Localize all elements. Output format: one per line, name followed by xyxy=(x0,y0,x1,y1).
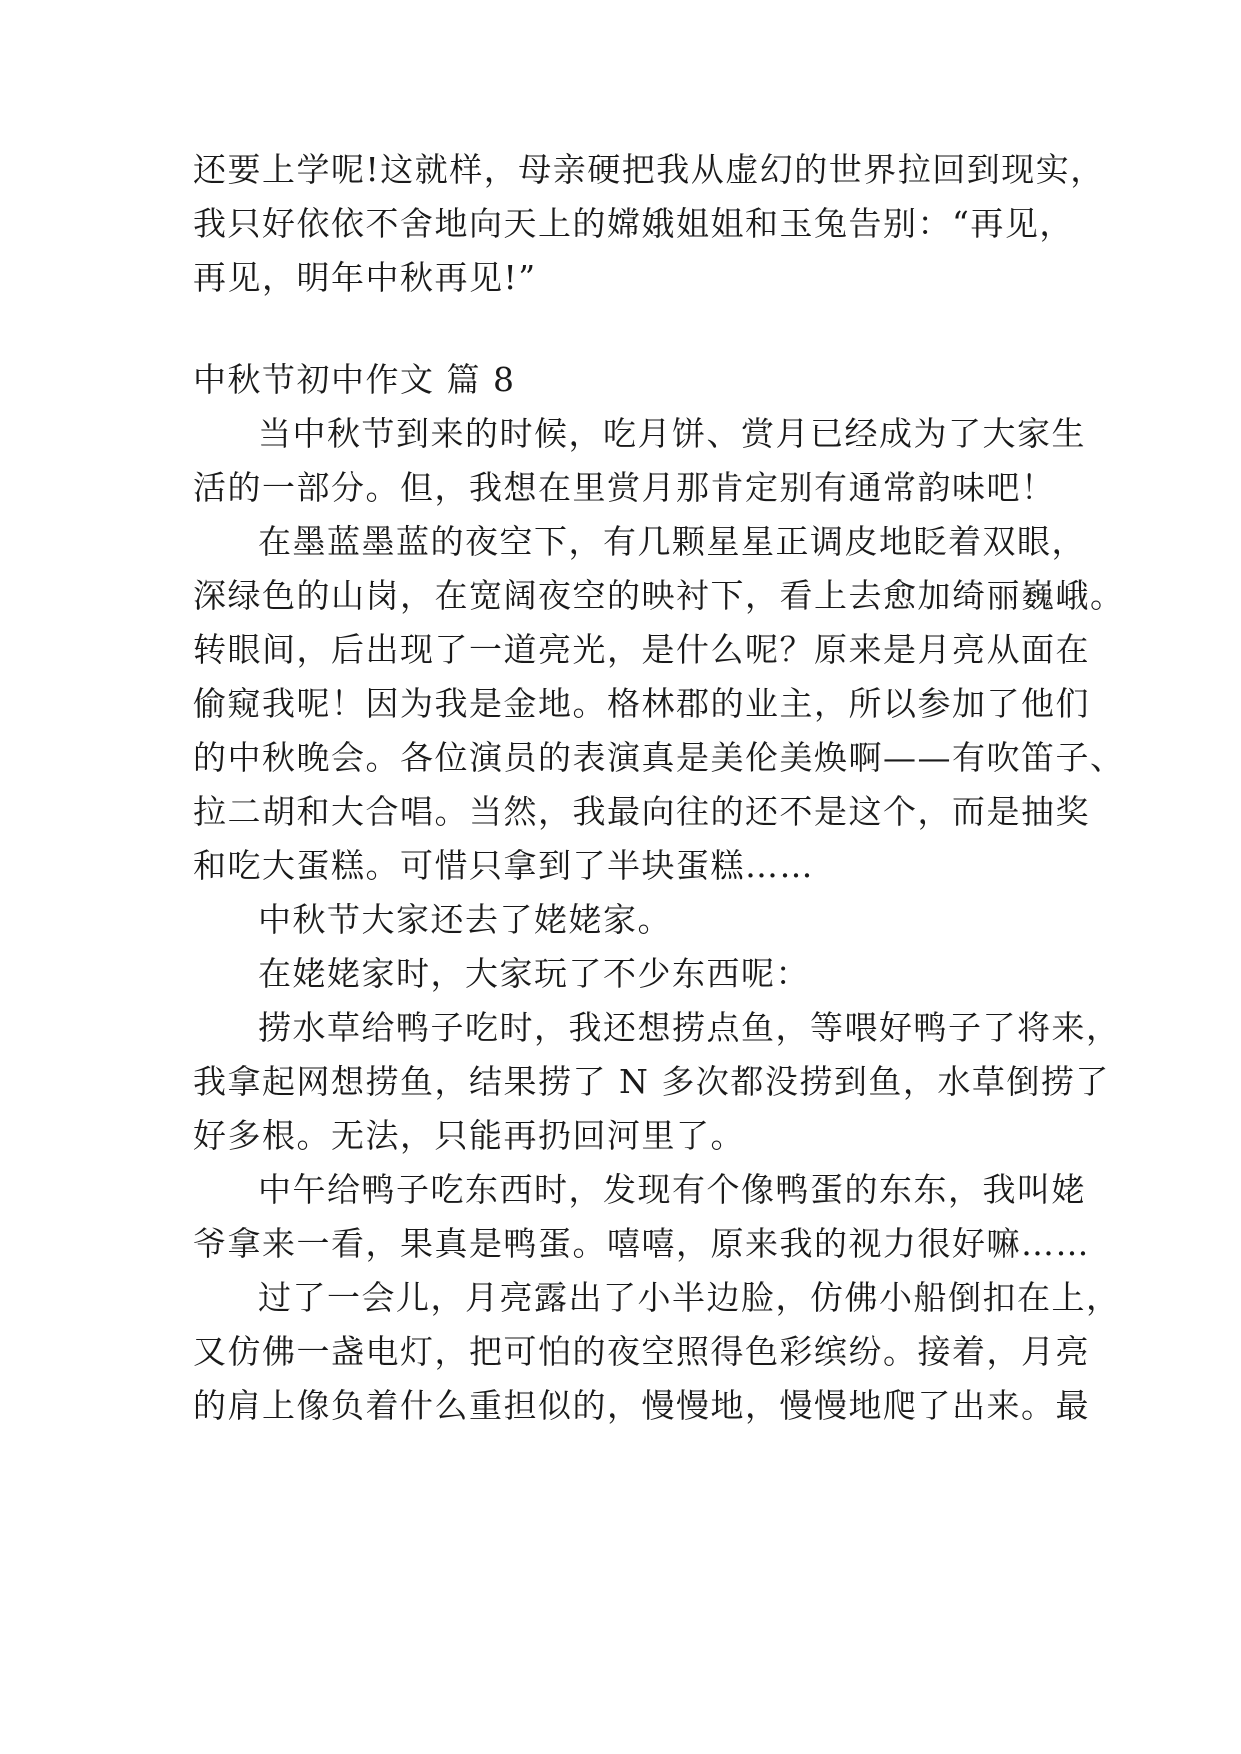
paragraph-line: 中秋节大家还去了姥姥家。 xyxy=(258,900,672,939)
paragraph-line: 好多根。无法，只能再扔回河里了。 xyxy=(193,1116,745,1155)
continuation-line: 还要上学呢!这就样，母亲硬把我从虚幻的世界拉回到现实， xyxy=(193,150,1105,189)
paragraph-line: 转眼间，后出现了一道亮光，是什么呢？原来是月亮从面在 xyxy=(193,630,1090,669)
paragraph-line: 活的一部分。但，我想在里赏月那肯定别有通常韵味吧！ xyxy=(193,468,1056,507)
section-heading: 中秋节初中作文 篇 8 xyxy=(193,360,516,399)
paragraph-line: 过了一会儿，月亮露出了小半边脸，仿佛小船倒扣在上， xyxy=(258,1278,1121,1317)
paragraph-line: 捞水草给鸭子吃时，我还想捞点鱼，等喂好鸭子了将来， xyxy=(258,1008,1121,1047)
continuation-line: 我只好依依不舍地向天上的嫦娥姐姐和玉兔告别：“再见， xyxy=(193,204,1074,243)
continuation-line: 再见，明年中秋再见!” xyxy=(193,258,537,297)
paragraph-line: 拉二胡和大合唱。当然，我最向往的还不是这个，而是抽奖 xyxy=(193,792,1090,831)
paragraph-line: 的中秋晚会。各位演员的表演真是美伦美焕啊——有吹笛子、 xyxy=(193,738,1125,777)
paragraph-line: 当中秋节到来的时候，吃月饼、赏月已经成为了大家生 xyxy=(258,414,1086,453)
paragraph-line: 在墨蓝墨蓝的夜空下，有几颗星星正调皮地眨着双眼， xyxy=(258,522,1086,561)
paragraph-line: 深绿色的山岗，在宽阔夜空的映衬下，看上去愈加绮丽巍峨。 xyxy=(193,576,1125,615)
paragraph-line: 在姥姥家时，大家玩了不少东西呢： xyxy=(258,954,810,993)
paragraph-line: 爷拿来一看，果真是鸭蛋。嘻嘻，原来我的视力很好嘛…… xyxy=(193,1224,1090,1263)
paragraph-line: 我拿起网想捞鱼，结果捞了 N 多次都没捞到鱼，水草倒捞了 xyxy=(193,1062,1110,1101)
paragraph-line: 又仿佛一盏电灯，把可怕的夜空照得色彩缤纷。接着，月亮 xyxy=(193,1332,1090,1371)
paragraph-line: 偷窥我呢！因为我是金地。格林郡的业主，所以参加了他们 xyxy=(193,684,1090,723)
paragraph-line: 和吃大蛋糕。可惜只拿到了半块蛋糕…… xyxy=(193,846,814,885)
paragraph-line: 的肩上像负着什么重担似的，慢慢地，慢慢地爬了出来。最 xyxy=(193,1386,1090,1425)
paragraph-line: 中午给鸭子吃东西时，发现有个像鸭蛋的东东，我叫姥 xyxy=(258,1170,1086,1209)
